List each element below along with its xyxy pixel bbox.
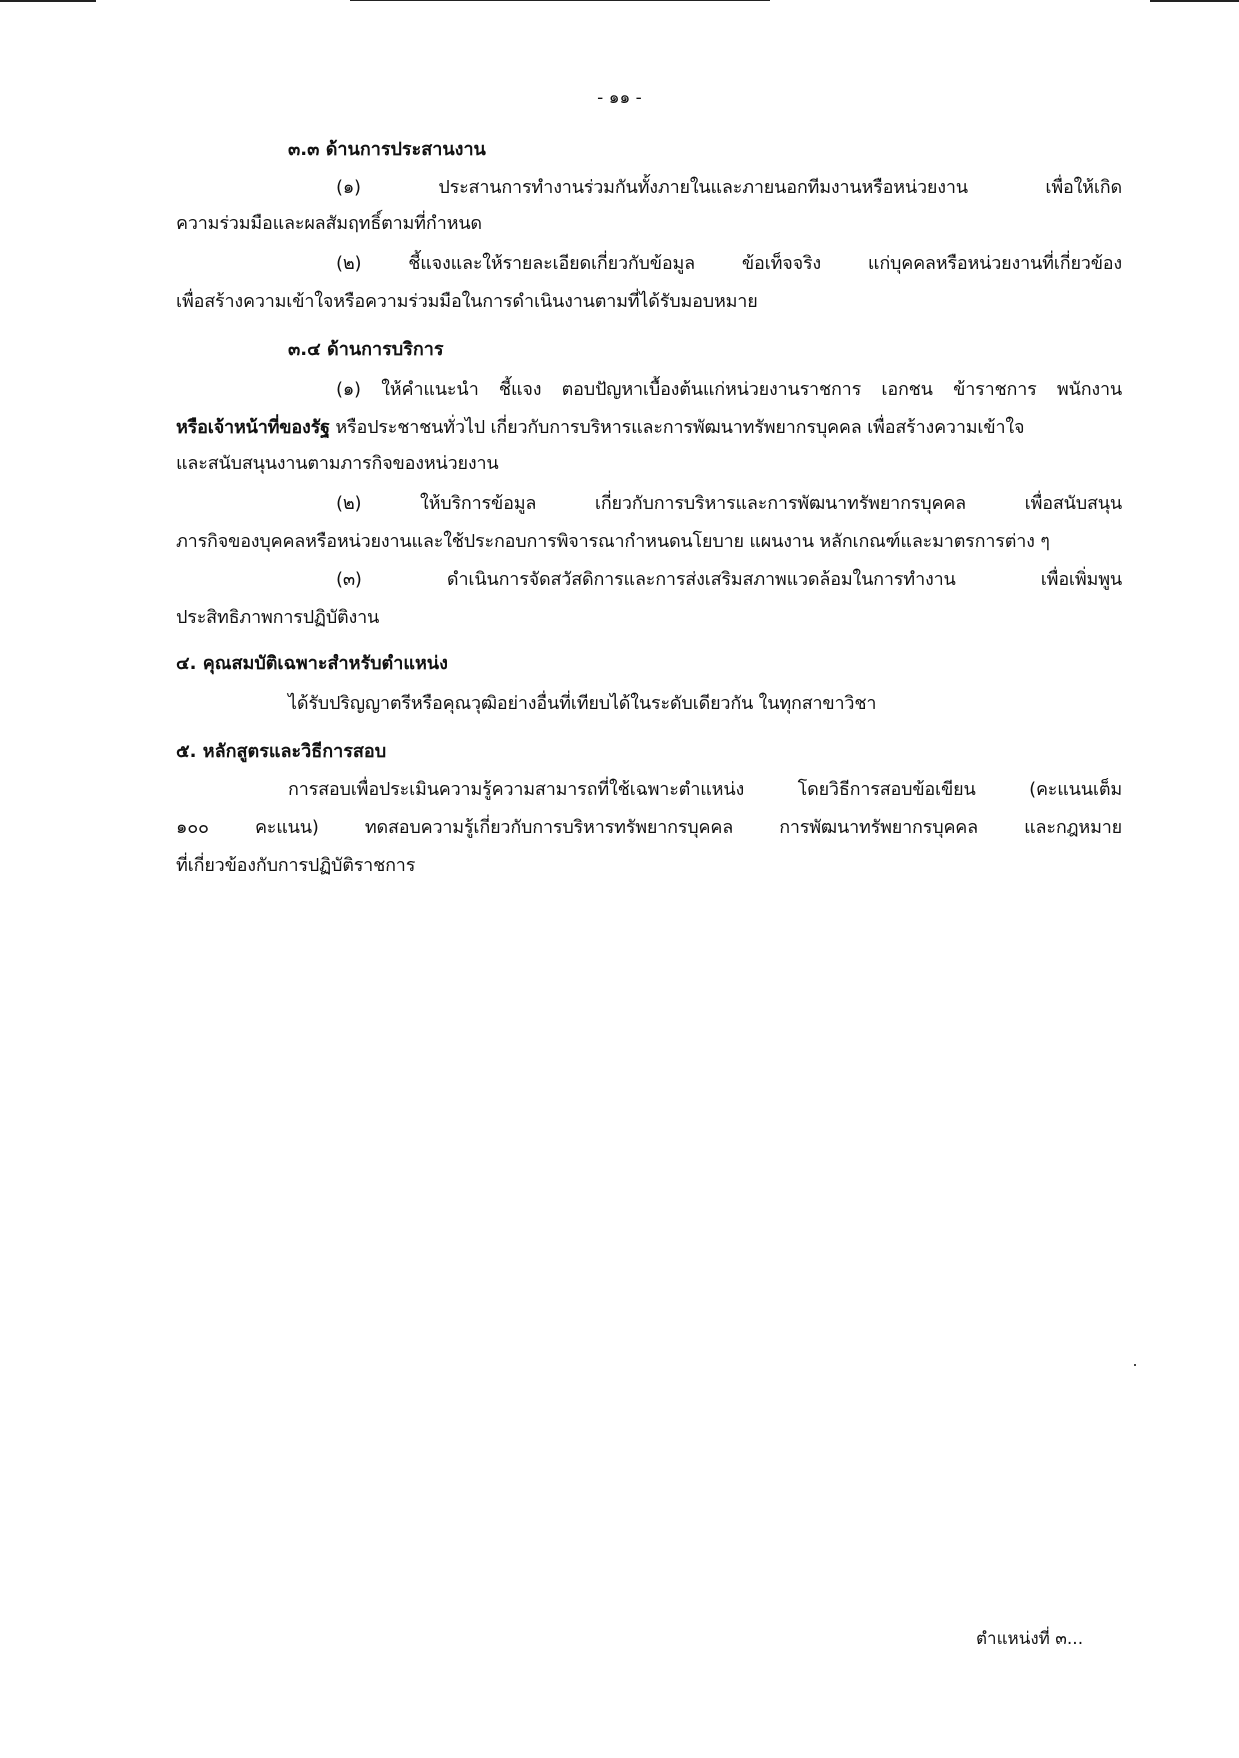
s34-item2-line1: (๒) ให้บริการข้อมูล เกี่ยวกับการบริหารและการพัฒนาทรัพยากรบุคคล เพื่อสนับสนุน bbox=[336, 493, 1122, 514]
s33-item1-line2: ความร่วมมือและผลสัมฤทธิ์ตามที่กำหนด bbox=[176, 213, 482, 234]
s33-item2-line1: (๒) ชี้แจงและให้รายละเอียดเกี่ยวกับข้อมูล ข้อเท็จจริง แก่บุคคลหรือหน่วยงานที่เกี่ยวข้อง bbox=[336, 253, 1122, 274]
s34-item1-line2-rest: หรือประชาชนทั่วไป เกี่ยวกับการบริหารและการพัฒนาทรัพยากรบุคคล เพื่อสร้างความเข้าใจ bbox=[329, 417, 1025, 438]
s5-line2: ๑๐๐ คะแนน) ทดสอบความรู้เกี่ยวกับการบริหารทรัพยากรบุคคล การพัฒนาทรัพยากรบุคคล และกฎหมาย bbox=[176, 817, 1122, 838]
s34-item1-line2-bold: หรือเจ้าหน้าที่ของรัฐ bbox=[176, 417, 330, 438]
s4-line1: ได้รับปริญญาตรีหรือคุณวุฒิอย่างอื่นที่เทียบได้ในระดับเดียวกัน ในทุกสาขาวิชา bbox=[288, 693, 877, 714]
continuation-footer: ตำแหน่งที่ ๓... bbox=[976, 1629, 1084, 1649]
s34-item1-line2 bbox=[176, 412, 1122, 441]
section-3-4-heading: ๓.๔ ด้านการบริการ bbox=[288, 339, 444, 360]
s34-item1-line1: (๑) ให้คำแนะนำ ชี้แจง ตอบปัญหาเบื้องต้นแก่หน่วยงานราชการ เอกชน ข้าราชการ พนักงาน bbox=[336, 379, 1122, 400]
page-number: - ๑๑ - bbox=[597, 88, 642, 108]
scan-speck bbox=[1134, 1364, 1136, 1366]
s34-item1-line3: และสนับสนุนงานตามภารกิจของหน่วยงาน bbox=[176, 453, 499, 474]
s5-line1: การสอบเพื่อประเมินความรู้ความสามารถที่ใช้เฉพาะตำแหน่ง โดยวิธีการสอบข้อเขียน (คะแนนเต็ม bbox=[288, 779, 1122, 800]
section-4-heading: ๔. คุณสมบัติเฉพาะสำหรับตำแหน่ง bbox=[176, 653, 448, 674]
section-3-3-heading: ๓.๓ ด้านการประสานงาน bbox=[288, 139, 486, 160]
scan-edge-marks bbox=[0, 0, 1239, 4]
s33-item2-line2: เพื่อสร้างความเข้าใจหรือความร่วมมือในการดำเนินงานตามที่ได้รับมอบหมาย bbox=[176, 291, 758, 312]
s34-item3-line1: (๓) ดำเนินการจัดสวัสดิการและการส่งเสริมสภาพแวดล้อมในการทำงาน เพื่อเพิ่มพูน bbox=[336, 569, 1122, 590]
s33-item1-line1: (๑) ประสานการทำงานร่วมกันทั้งภายในและภายนอกทีมงานหรือหน่วยงาน เพื่อให้เกิด bbox=[336, 177, 1122, 198]
s34-item3-line2: ประสิทธิภาพการปฏิบัติงาน bbox=[176, 607, 380, 628]
s34-item2-line2: ภารกิจของบุคคลหรือหน่วยงานและใช้ประกอบการพิจารณากำหนดนโยบาย แผนงาน หลักเกณฑ์และมาตรการต่าง ๆ bbox=[176, 531, 1050, 552]
s5-line3: ที่เกี่ยวข้องกับการปฏิบัติราชการ bbox=[176, 855, 416, 876]
section-5-heading: ๕. หลักสูตรและวิธีการสอบ bbox=[176, 741, 387, 762]
